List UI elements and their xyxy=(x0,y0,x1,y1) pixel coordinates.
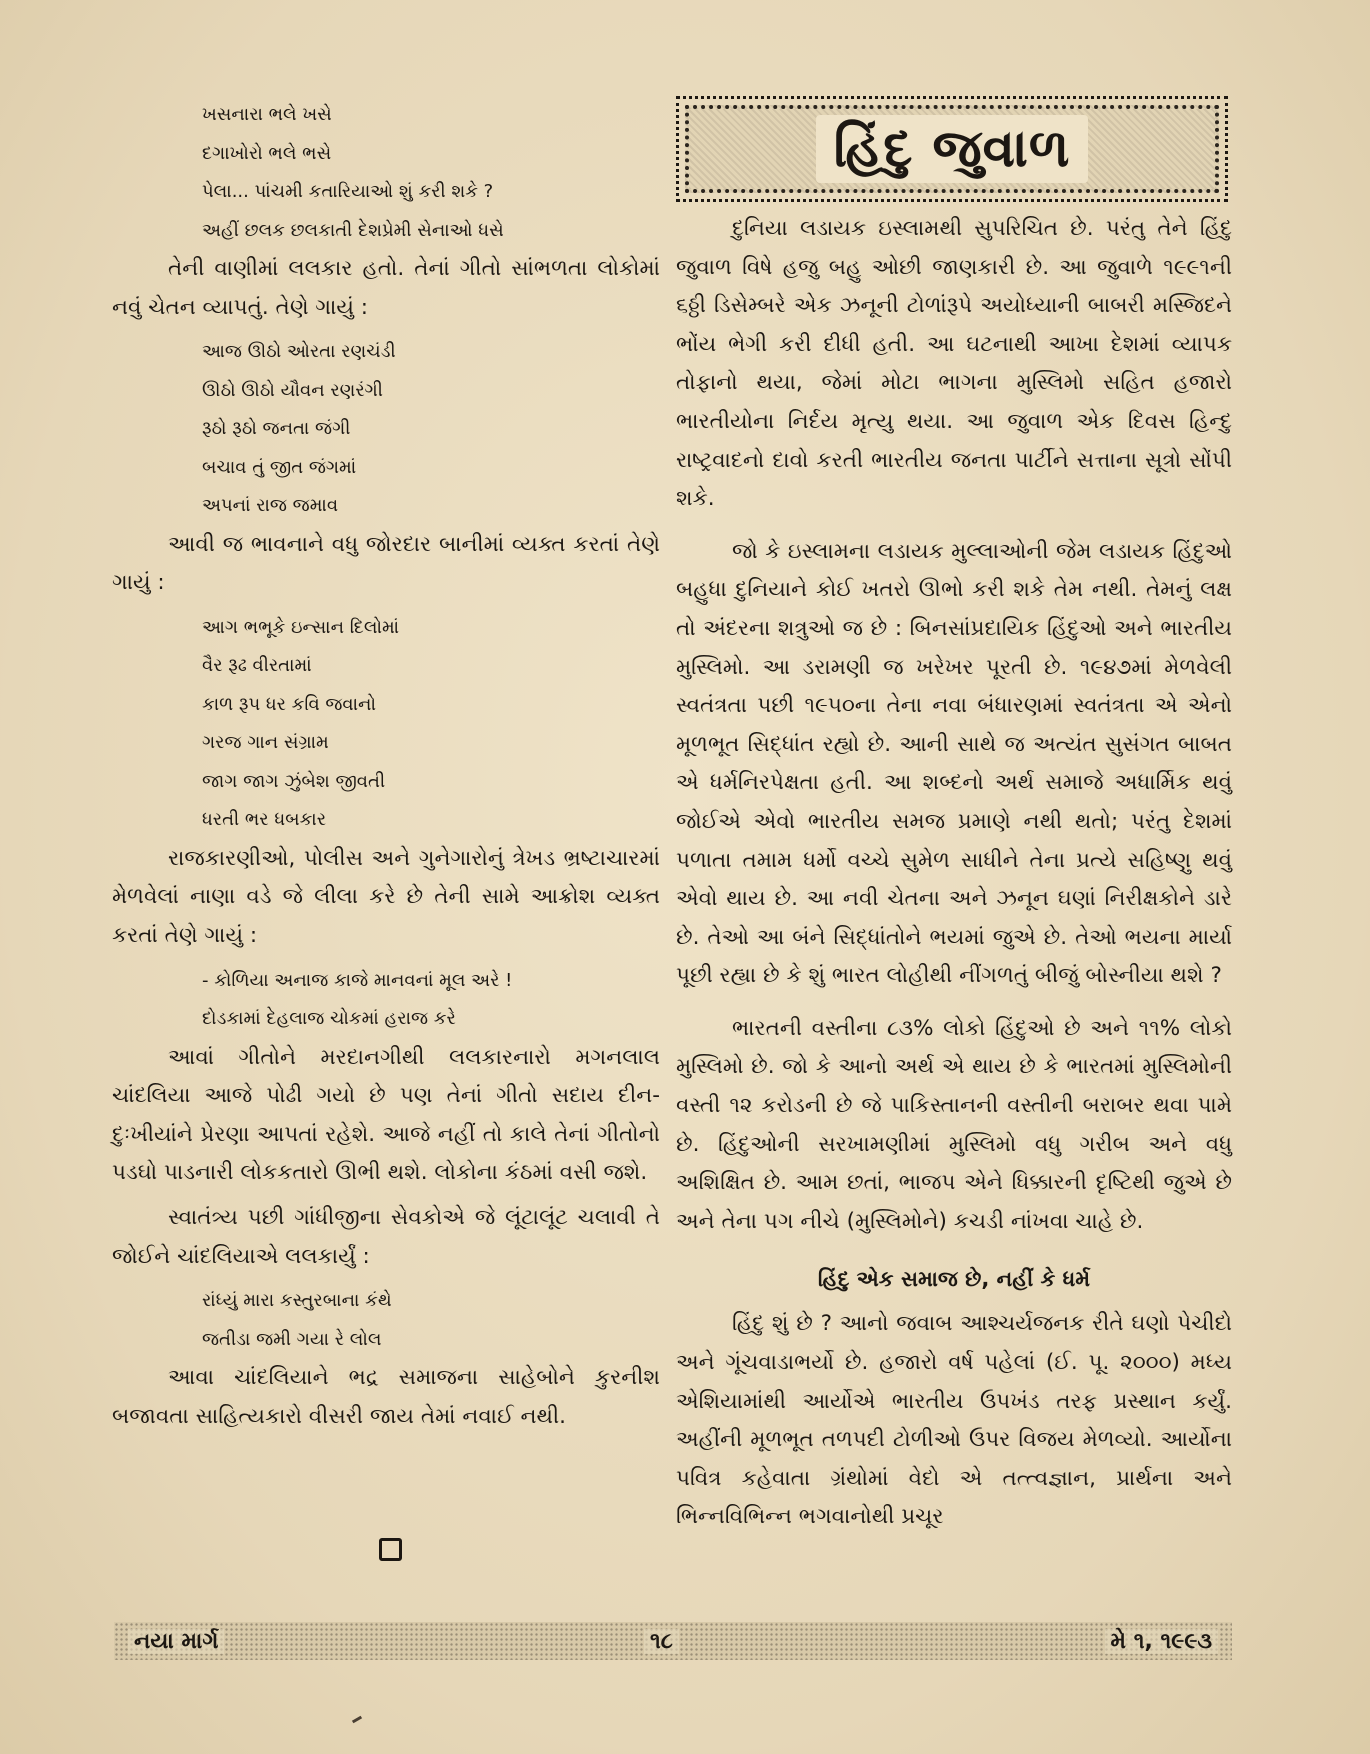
verse-line: રૂઠો રૂઠો જનતા જંગી xyxy=(202,418,351,440)
verse-line: ગરજ ગાન સંગ્રામ xyxy=(202,732,329,754)
verse-line: દગાખોરો ભલે ભસે xyxy=(202,142,332,164)
verse-block-2 xyxy=(112,333,660,526)
magazine-name: નયા માર્ગ xyxy=(128,1629,224,1654)
article-title-frame xyxy=(685,105,1219,193)
page-footer xyxy=(114,1622,1232,1660)
article-title: હિંદુ જુવાળ xyxy=(816,115,1089,183)
left-column xyxy=(112,96,660,1436)
verse-line: જાગ જાગ ઝુંબેશ જીવતી xyxy=(202,770,386,792)
verse-line: કાળ રૂપ ધર કવિ જવાનો xyxy=(202,693,376,715)
verse-line: ધરતી ભર ધબકાર xyxy=(202,809,327,831)
paragraph: આવી જ ભાવનાને વધુ જોરદાર બાનીમાં વ્યક્ત કરતાં તેણે ગાયું : xyxy=(112,531,660,596)
section-subheading: હિંદુ એક સમાજ છે, નહીં કે ધર્મ xyxy=(817,1267,1091,1292)
end-of-article-mark xyxy=(379,1538,402,1561)
verse-line: ખસનારા ભલે ખસે xyxy=(202,104,332,125)
paragraph: ભારતની વસ્તીના ૮૩% લોકો હિંદુઓ છે અને ૧૧% લોકો મુસ્લિમો છે. જો કે આનો અર્થ એ થાય છે કે ભારતમાં મુસ્લિમોની વસ્તી ૧૨ કરોડની છે જે પાકિસ્તાનની વસ્તીની બરાબર થવા પામે છે. હિંદુઓની સરખામણીમાં મુસ્લિમો વધુ ગરીબ અને વધુ અશિક્ષિત છે. આમ છતાં, ભાજપ એને ધિક્કારની દૃષ્ટિથી જુએ છે અને તેના પગ નીચે (મુસ્લિમોને) કચડી નાંખવા ચાહે છે. xyxy=(676,1015,1232,1234)
paragraph: જો કે ઇસ્લામના લડાયક મુલ્લાઓની જેમ લડાયક હિંદુઓ બહુધા દુનિયાને કોઈ ખતરો ઊભો કરી શકે તેમ નથી. તેમનું લક્ષ તો અંદરના શત્રુઓ જ છે : બિનસાંપ્રદાયિક હિંદુઓ અને ભારતીય મુસ્લિમો. આ ડરામણી જ ખરેખર પૂરતી છે. ૧૯૪૭માં મેળવેલી સ્વતંત્રતા પછી ૧૯૫૦ના તેના નવા બંધારણમાં સ્વતંત્રતા એ એનો મૂળભૂત સિદ્ધાંત રહ્યો છે. આની સાથે જ અત્યંત સુસંગત બાબત એ ધર્મનિરપેક્ષતા હતી. આ શબ્દનો અર્થ સમાજે અધાર્મિક થવું જોઈએ એવો ભારતીય સમજ પ્રમાણે નથી થતો; પરંતુ દેશમાં પળાતા તમામ ધર્મો વચ્ચે સુમેળ સાધીને તેના પ્રત્યે સહિષ્ણુ થવું એવો થાય છે. આ નવી ચેતના અને ઝનૂન ઘણાં નિરીક્ષકોને ડારે છે. તેઓ આ બંને સિદ્ધાંતોને ભયમાં જુએ છે. તેઓ ભયના માર્યા પૂછી રહ્યા છે કે શું ભારત લોહીથી નીંગળતું બીજું બોસ્નીયા થશે ? xyxy=(676,538,1232,989)
right-column xyxy=(676,96,1232,1537)
verse-line: પેલા... પાંચમી કતારિયાઓ શું કરી શકે ? xyxy=(202,181,494,202)
verse-block-1 xyxy=(112,96,660,250)
paragraph: દુનિયા લડાયક ઇસ્લામથી સુપરિચિત છે. પરંતુ તેને હિંદુ જુવાળ વિષે હજુ બહુ ઓછી જાણકારી છે. આ જુવાળે ૧૯૯૧ની ૬ઠ્ઠી ડિસેમ્બરે એક ઝનૂની ટોળાંરૂપે અયોધ્યાની બાબરી મસ્જિદને ભોંય ભેગી કરી દીધી હતી. આ ઘટનાથી આખા દેશમાં વ્યાપક તોફાનો થયા, જેમાં મોટા ભાગના મુસ્લિમો સહિત હજારો ભારતીયોના નિર્દય મૃત્યુ થયા. આ જુવાળ એક દિવસ હિન્દુ રાષ્ટ્રવાદનો દાવો કરતી ભારતીય જનતા પાર્ટીને સત્તાના સૂત્રો સોંપી શકે. xyxy=(676,216,1232,512)
verse-line: ઊઠો ઊઠો યૌવન રણરંગી xyxy=(202,379,383,401)
verse-block-4 xyxy=(112,962,660,1039)
verse-block-5 xyxy=(112,1282,660,1359)
verse-line: દોડકામાં દેહલાજ ચોકમાં હરાજ કરે xyxy=(202,1008,456,1030)
verse-line: વૈર રૂઢ વીરતામાં xyxy=(202,655,312,677)
paragraph: સ્વાતંત્ર્ય પછી ગાંધીજીના સેવકોએ જે લૂંટાલૂંટ ચલાવી તે જોઈને ચાંદલિયાએ લલકાર્યું : xyxy=(112,1205,660,1269)
verse-line: બચાવ તું જીત જંગમાં xyxy=(202,456,357,478)
verse-line: આગ ભભૂકે ઇન્સાન દિલોમાં xyxy=(202,616,400,638)
paragraph: રાજકારણીઓ, પોલીસ અને ગુનેગારોનું ત્રેખડ ભ્રષ્ટાચારમાં મેળવેલાં નાણા વડે જે લીલા કરે છે તેની સામે આક્રોશ વ્યક્ત કરતાં તેણે ગાયું : xyxy=(112,845,660,949)
verse-line: જતીડા જમી ગયા રે લોલ xyxy=(202,1328,382,1350)
verse-line: આજ ઊઠો ઓરતા રણચંડી xyxy=(202,341,396,363)
article-title-box xyxy=(676,96,1228,202)
paragraph: આવા ચાંદલિયાને ભદ્ર સમાજના સાહેબોને કુરનીશ બજાવતા સાહિત્યકારો વીસરી જાય તેમાં નવાઈ નથી. xyxy=(112,1365,660,1429)
issue-date: મે ૧, ૧૯૯૩ xyxy=(1105,1629,1218,1654)
verse-line: અપનાં રાજ જમાવ xyxy=(202,495,339,517)
verse-line: - કોળિયા અનાજ કાજે માનવનાં મૂલ અરે ! xyxy=(202,969,513,991)
verse-line: અહીં છલક છલકાતી દેશપ્રેમી સેનાઓ ધસે xyxy=(202,219,504,241)
paper-mark xyxy=(352,1716,362,1724)
paragraph: આવાં ગીતોને મરદાનગીથી લલકારનારો મગનલાલ ચાંદલિયા આજે પોઢી ગયો છે પણ તેનાં ગીતો સદાય દીન-દુઃખીયાંને પ્રેરણા આપતાં રહેશે. આજે નહીં તો કાલે તેનાં ગીતોનો પડઘો પાડનારી લોકકતારો ઊભી થશે. લોકોના કંઠમાં વસી જશે. xyxy=(112,1044,660,1186)
paragraph: હિંદુ શું છે ? આનો જવાબ આશ્ચર્યજનક રીતે ઘણો પેચીદો અને ગૂંચવાડાભર્યો છે. હજારો વર્ષ પહેલાં (ઈ. પૂ. ૨૦૦૦) મધ્ય એશિયામાંથી આર્યોએ ભારતીય ઉપખંડ તરફ પ્રસ્થાન કર્યું. અહીંની મૂળભૂત તળપદી ટોળીઓ ઉપર વિજય મેળવ્યો. આર્યોના પવિત્ર કહેવાતા ગ્રંથોમાં વેદો એ તત્ત્વજ્ઞાન, પ્રાર્થના અને ભિન્નવિભિન્ન ભગવાનોથી પ્રચૂર xyxy=(676,1311,1232,1530)
page-number: ૧૮ xyxy=(644,1629,679,1654)
paragraph: તેની વાણીમાં લલકાર હતો. તેનાં ગીતો સાંભળતા લોકોમાં નવું ચેતન વ્યાપતું. તેણે ગાયું : xyxy=(112,256,660,320)
verse-line: રાંધ્યું મારા કસ્તુરબાના કંથે xyxy=(202,1290,392,1312)
verse-block-3 xyxy=(112,609,660,840)
